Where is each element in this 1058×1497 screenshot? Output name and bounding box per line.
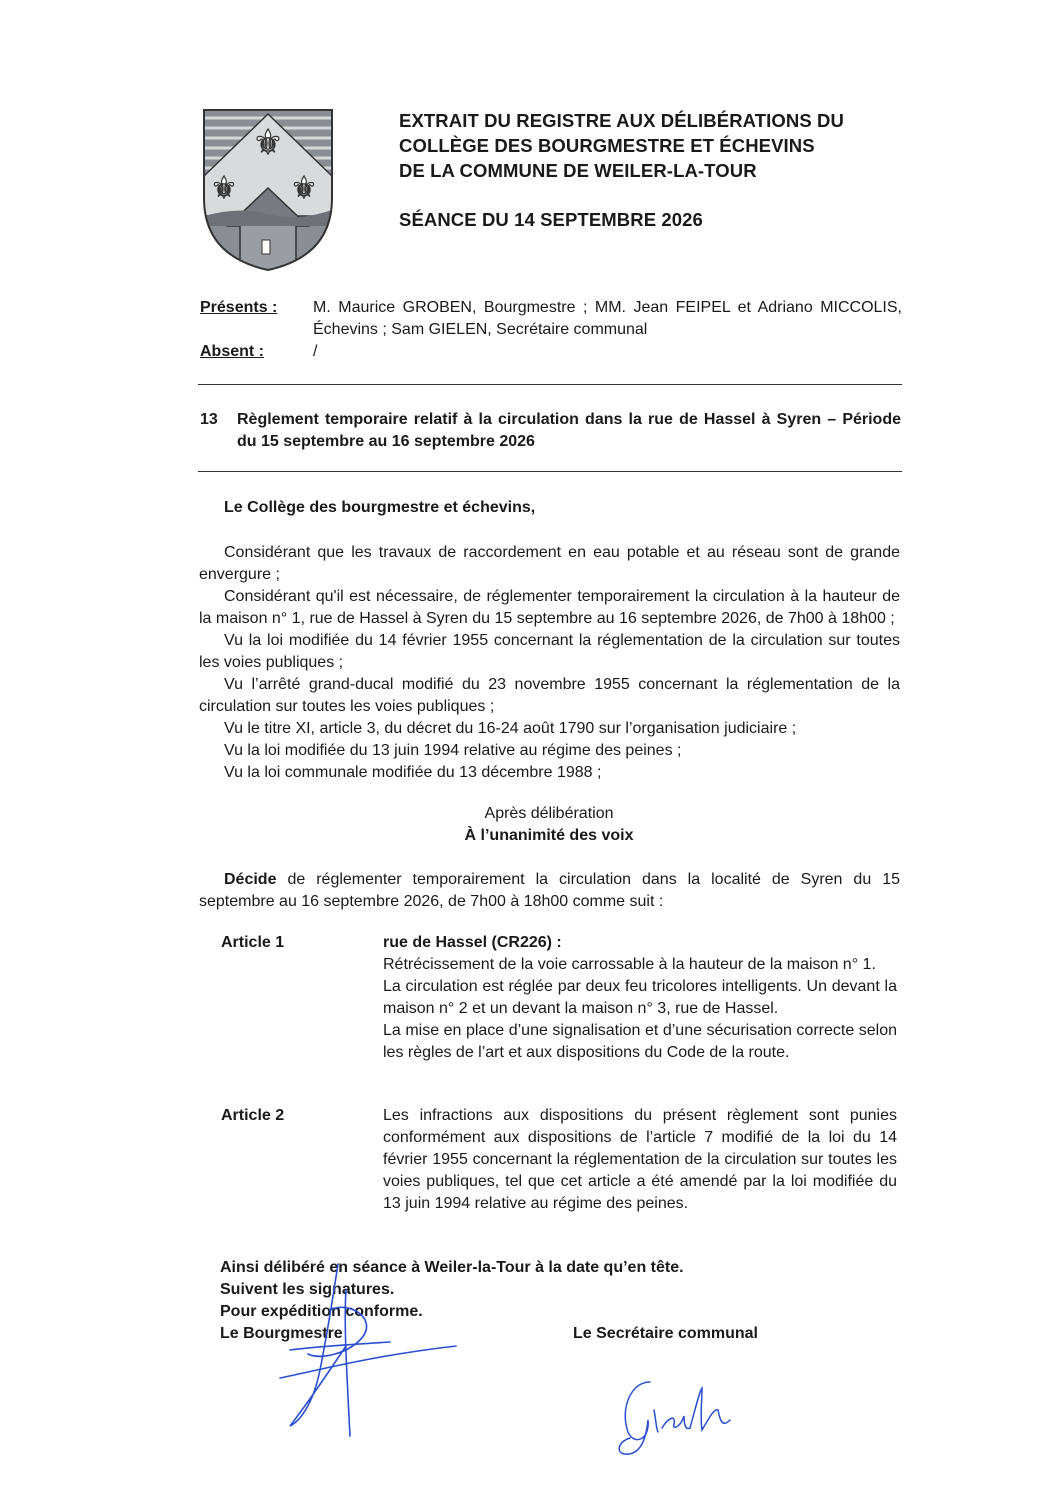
after-deliberation: Après délibération — [484, 805, 614, 822]
considerations — [199, 542, 900, 784]
secretary-signature — [610, 1370, 740, 1460]
absent-text: / — [313, 343, 318, 360]
item-number: 13 — [200, 411, 218, 428]
svg-text:⚜: ⚜ — [252, 123, 284, 163]
absent-label: Absent : — [200, 343, 264, 360]
present-text — [313, 297, 902, 341]
document-title — [399, 108, 844, 183]
decision — [199, 869, 900, 913]
title-line-2: COLLÈGE DES BOURGMESTRE ET ÉCHEVINS — [399, 135, 815, 156]
consideration-4: Vu l’arrêté grand-ducal modifié du 23 novembre 1955 concernant la réglementation de la circulation sur toutes les voies publiques ; — [199, 676, 900, 715]
consideration-2: Considérant qu'il est nécessaire, de réglementer temporairement la circulation à la hauteur de la maison n° 1, rue de Hassel à Syren du 15 septembre au 16 septembre 2026, de 7h00 à 18h00 ; — [199, 588, 900, 627]
secretary-label: Le Secrétaire communal — [573, 1325, 758, 1342]
item-title: Règlement temporaire relatif à la circulation dans la rue de Hassel à Syren – Période du 15 septembre au 16 septembre 2026 — [237, 411, 901, 450]
title-line-1: EXTRAIT DU REGISTRE AUX DÉLIBÉRATIONS DU — [399, 110, 844, 131]
unanimity: À l’unanimité des voix — [464, 827, 634, 844]
closing-line-2: Suivent les signatures. — [220, 1281, 395, 1298]
divider-bottom — [198, 471, 902, 472]
article-1-para-3: La mise en place d’une signalisation et d’une sécurisation correcte selon les règles de l’art et aux dispositions du Code de la route. — [383, 1022, 897, 1061]
article-1-body — [383, 932, 897, 1064]
article-2-label: Article 2 — [221, 1107, 285, 1124]
consideration-3: Vu la loi modifiée du 14 février 1955 concernant la réglementation de la circulation sur toutes les voies publiques ; — [199, 632, 900, 671]
consideration-7: Vu la loi communale modifiée du 13 décembre 1988 ; — [224, 764, 602, 781]
closing-line-3: Pour expédition conforme. — [220, 1303, 423, 1320]
article-1-label: Article 1 — [221, 934, 285, 951]
article-1-para-2: La circulation est réglée par deux feu tricolores intelligents. Un devant la maison n° 2 et un devant la maison n° 3, rue de Hassel. — [383, 978, 897, 1017]
deliberation-block — [399, 803, 699, 847]
present-names: M. Maurice GROBEN, Bourgmestre ; MM. Jean FEIPEL et Adriano MICCOLIS, Échevins ; Sam GIELEN, Secrétaire communal — [313, 299, 902, 338]
session-date: SÉANCE DU 14 SEPTEMBRE 2026 — [399, 209, 703, 230]
svg-text:⚜: ⚜ — [210, 171, 238, 206]
consideration-1: Considérant que les travaux de raccordement en eau potable et au réseau sont de grande envergure ; — [199, 544, 900, 583]
consideration-5: Vu le titre XI, article 3, du décret du 16-24 août 1790 sur l’organisation judiciaire ; — [224, 720, 797, 737]
mayor-label: Le Bourgmestre — [220, 1325, 343, 1342]
decide-text: de réglementer temporairement la circulation dans la localité de Syren du 15 septembre au 16 septembre 2026, de 7h00 à 18h00 comme suit : — [199, 871, 900, 910]
college-heading: Le Collège des bourgmestre et échevins, — [224, 499, 536, 516]
closing-line-1: Ainsi délibéré en séance à Weiler-la-Tour à la date qu’en tête. — [220, 1259, 684, 1276]
item-title-block — [237, 409, 901, 453]
mayor-signature — [250, 1250, 470, 1440]
article-1-para-1: Rétrécissement de la voie carrossable à la hauteur de la maison n° 1. — [383, 956, 876, 973]
divider-top — [198, 384, 902, 385]
consideration-6: Vu la loi modifiée du 13 juin 1994 relative au régime des peines ; — [224, 742, 682, 759]
coat-of-arms-logo — [200, 106, 336, 274]
present-label: Présents : — [200, 299, 278, 316]
article-2-body — [383, 1105, 897, 1215]
decide-word: Décide — [224, 871, 277, 888]
article-1-heading: rue de Hassel (CR226) : — [383, 934, 562, 951]
svg-text:⚜: ⚜ — [290, 171, 318, 206]
title-line-3: DE LA COMMUNE DE WEILER-LA-TOUR — [399, 160, 757, 181]
article-2-para-1: Les infractions aux dispositions du présent règlement sont punies conformément aux dispositions de l’article 7 modifié de la loi du 14 février 1955 concernant la réglementation de la circulation sur toutes les voies publiques, tel que cet article a été amendé par la loi modifiée du 13 juin 1994 relative au régime des peines. — [383, 1107, 897, 1212]
